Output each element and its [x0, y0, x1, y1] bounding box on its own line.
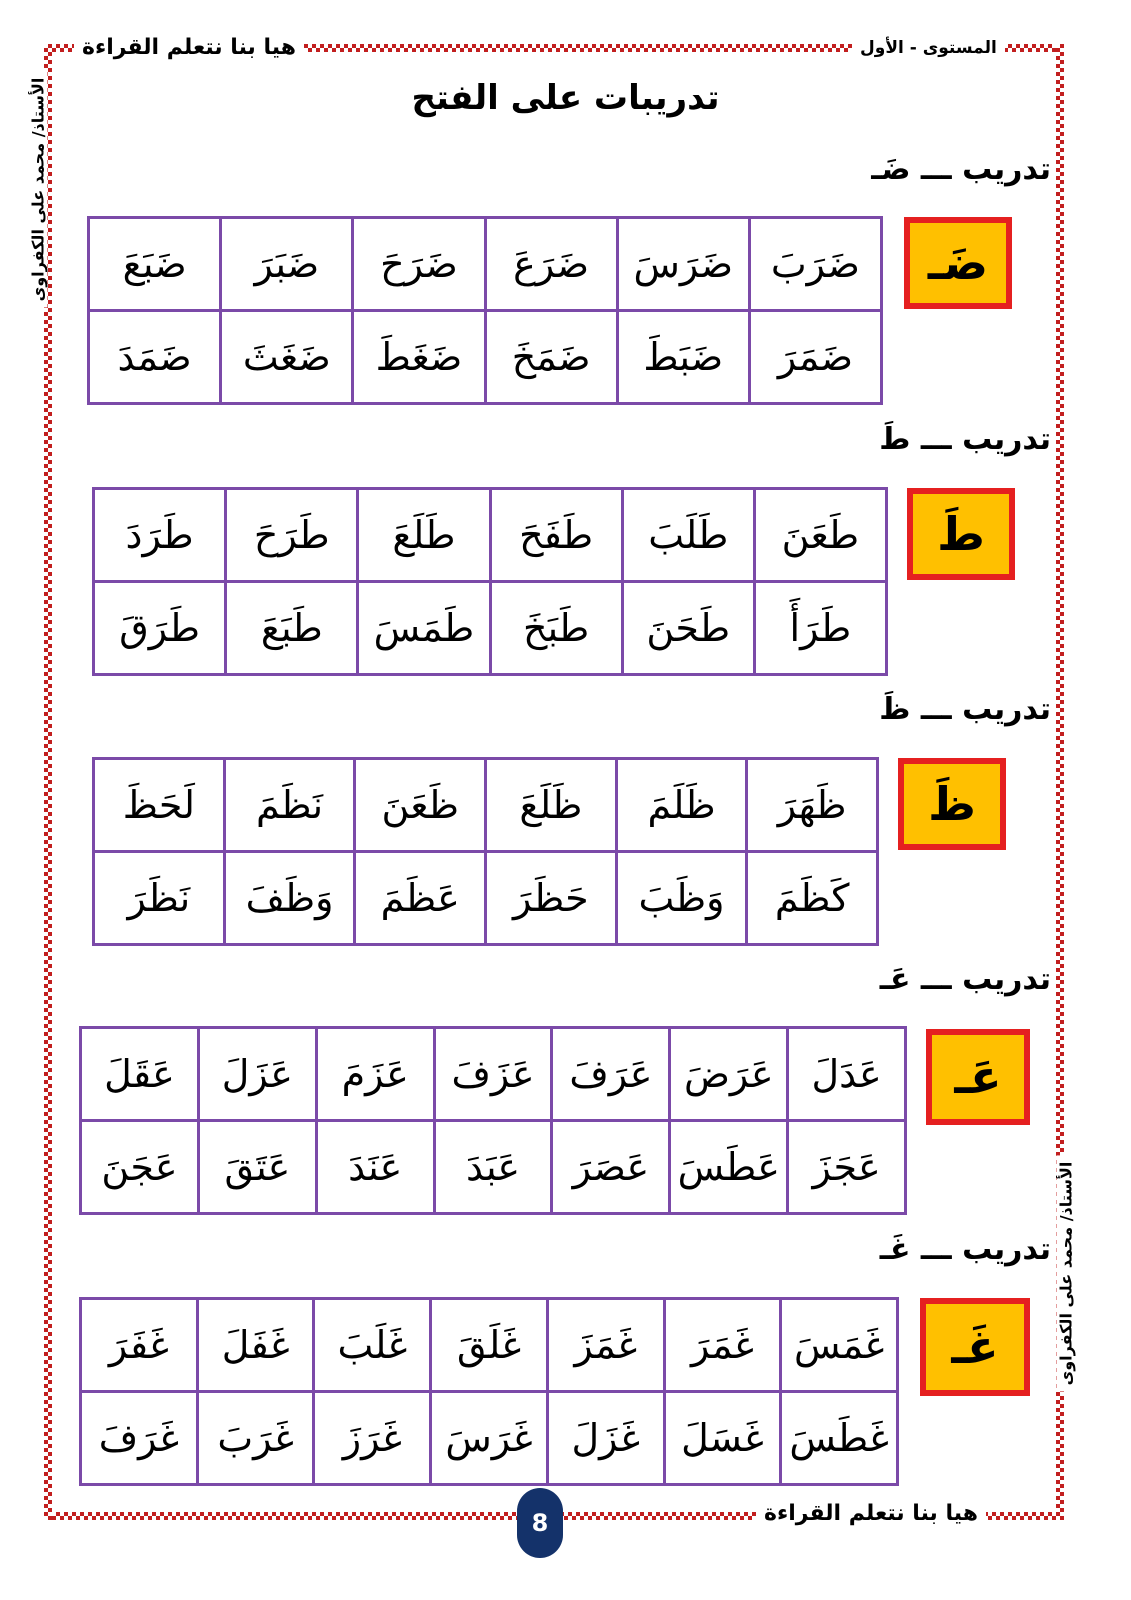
- table-row: [81, 1392, 898, 1485]
- word-cell: ضَغَثَ: [221, 311, 353, 404]
- letter-box-ain: عَـ: [926, 1029, 1030, 1125]
- word-cell: عَنَدَ: [316, 1121, 434, 1214]
- word-cell: غَلَقَ: [431, 1299, 548, 1392]
- word-cell: ضَبَطَ: [617, 311, 749, 404]
- word-cell: نَظَرَ: [94, 852, 225, 945]
- word-cell: عَرَفَ: [552, 1028, 670, 1121]
- word-cell: طَرَقَ: [94, 582, 226, 675]
- table-row: [81, 1299, 898, 1392]
- word-cell: ظَلَعَ: [486, 759, 617, 852]
- word-cell: طَحَنَ: [622, 582, 754, 675]
- section-title-ta: تدريب ـــ طَ: [879, 422, 1051, 457]
- word-cell: لَحَظَ: [94, 759, 225, 852]
- word-cell: ضَرَحَ: [353, 218, 485, 311]
- word-cell: غَفَلَ: [197, 1299, 314, 1392]
- word-cell: غَرَفَ: [81, 1392, 198, 1485]
- word-cell: غَرَزَ: [314, 1392, 431, 1485]
- word-cell: غَطَسَ: [781, 1392, 898, 1485]
- word-cell: عَتَقَ: [198, 1121, 316, 1214]
- table-row: [89, 218, 882, 311]
- word-cell: عَرَضَ: [670, 1028, 788, 1121]
- word-cell: غَلَبَ: [314, 1299, 431, 1392]
- word-cell: عَدَلَ: [788, 1028, 906, 1121]
- word-cell: ظَلَمَ: [616, 759, 747, 852]
- word-cell: طَمَسَ: [358, 582, 490, 675]
- table-row: [81, 1028, 906, 1121]
- side-credit-right: الأستاذ/ محمد على الكفراوى: [1056, 1156, 1075, 1392]
- word-cell: غَمَسَ: [781, 1299, 898, 1392]
- word-cell: طَلَعَ: [358, 489, 490, 582]
- word-cell: عَزَلَ: [198, 1028, 316, 1121]
- word-table-za: [92, 757, 879, 946]
- word-cell: عَظَمَ: [355, 852, 486, 945]
- table-row: [94, 759, 878, 852]
- word-cell: ضَمَرَ: [749, 311, 881, 404]
- word-cell: عَقَلَ: [81, 1028, 199, 1121]
- word-cell: ضَبَعَ: [89, 218, 221, 311]
- word-cell: طَعَنَ: [754, 489, 886, 582]
- word-cell: طَبَخَ: [490, 582, 622, 675]
- word-cell: طَفَحَ: [490, 489, 622, 582]
- table-row: [94, 582, 887, 675]
- word-cell: عَجَنَ: [81, 1121, 199, 1214]
- page-title: تدريبات على الفتح: [411, 78, 720, 118]
- word-table-ta: [92, 487, 888, 676]
- word-cell: وَظَبَ: [616, 852, 747, 945]
- word-cell: طَرَدَ: [94, 489, 226, 582]
- word-cell: عَجَزَ: [788, 1121, 906, 1214]
- page-number-badge: 8: [517, 1488, 563, 1558]
- word-cell: طَرَأَ: [754, 582, 886, 675]
- word-table-ain: [79, 1026, 907, 1215]
- word-cell: عَزَفَ: [434, 1028, 552, 1121]
- word-cell: عَصَرَ: [552, 1121, 670, 1214]
- word-cell: طَرَحَ: [226, 489, 358, 582]
- word-cell: ظَهَرَ: [747, 759, 878, 852]
- word-table-dad: [87, 216, 883, 405]
- letter-box-dad: ضَـ: [904, 217, 1012, 309]
- section-title-ghain: تدريب ـــ غَـ: [879, 1232, 1051, 1267]
- word-cell: ضَرَسَ: [617, 218, 749, 311]
- word-cell: غَرَبَ: [197, 1392, 314, 1485]
- word-cell: غَمَزَ: [547, 1299, 664, 1392]
- word-cell: غَزَلَ: [547, 1392, 664, 1485]
- word-cell: غَمَرَ: [664, 1299, 781, 1392]
- side-credit-left: الأستاذ/ محمد على الكفراوى: [28, 72, 47, 308]
- letter-box-ghain: غَـ: [920, 1298, 1030, 1396]
- section-title-ain: تدريب ـــ عَـ: [879, 962, 1051, 997]
- word-cell: حَظَرَ: [486, 852, 617, 945]
- word-cell: عَبَدَ: [434, 1121, 552, 1214]
- table-row: [94, 852, 878, 945]
- header-series-title: هيا بنا نتعلم القراءة: [74, 34, 304, 62]
- word-cell: ظَعَنَ: [355, 759, 486, 852]
- word-cell: غَفَرَ: [81, 1299, 198, 1392]
- word-cell: ضَمَدَ: [89, 311, 221, 404]
- word-cell: طَلَبَ: [622, 489, 754, 582]
- section-title-dad: تدريب ـــ ضَـ: [871, 152, 1051, 187]
- letter-box-za: ظَ: [898, 758, 1006, 850]
- word-table-ghain: [79, 1297, 899, 1486]
- table-row: [94, 489, 887, 582]
- section-title-za: تدريب ـــ ظَ: [879, 692, 1051, 727]
- word-cell: ضَمَخَ: [485, 311, 617, 404]
- letter-box-ta: طَ: [907, 488, 1015, 580]
- table-row: [89, 311, 882, 404]
- word-cell: كَظَمَ: [747, 852, 878, 945]
- table-row: [81, 1121, 906, 1214]
- word-cell: ضَرَعَ: [485, 218, 617, 311]
- word-cell: ضَغَطَ: [353, 311, 485, 404]
- word-cell: عَزَمَ: [316, 1028, 434, 1121]
- word-cell: ضَبَرَ: [221, 218, 353, 311]
- word-cell: ضَرَبَ: [749, 218, 881, 311]
- word-cell: طَبَعَ: [226, 582, 358, 675]
- footer-series-title: هيا بنا نتعلم القراءة: [756, 1500, 986, 1528]
- header-level: المستوى - الأول: [852, 34, 1005, 62]
- word-cell: غَسَلَ: [664, 1392, 781, 1485]
- word-cell: عَطَسَ: [670, 1121, 788, 1214]
- word-cell: غَرَسَ: [431, 1392, 548, 1485]
- word-cell: وَظَفَ: [224, 852, 355, 945]
- word-cell: نَظَمَ: [224, 759, 355, 852]
